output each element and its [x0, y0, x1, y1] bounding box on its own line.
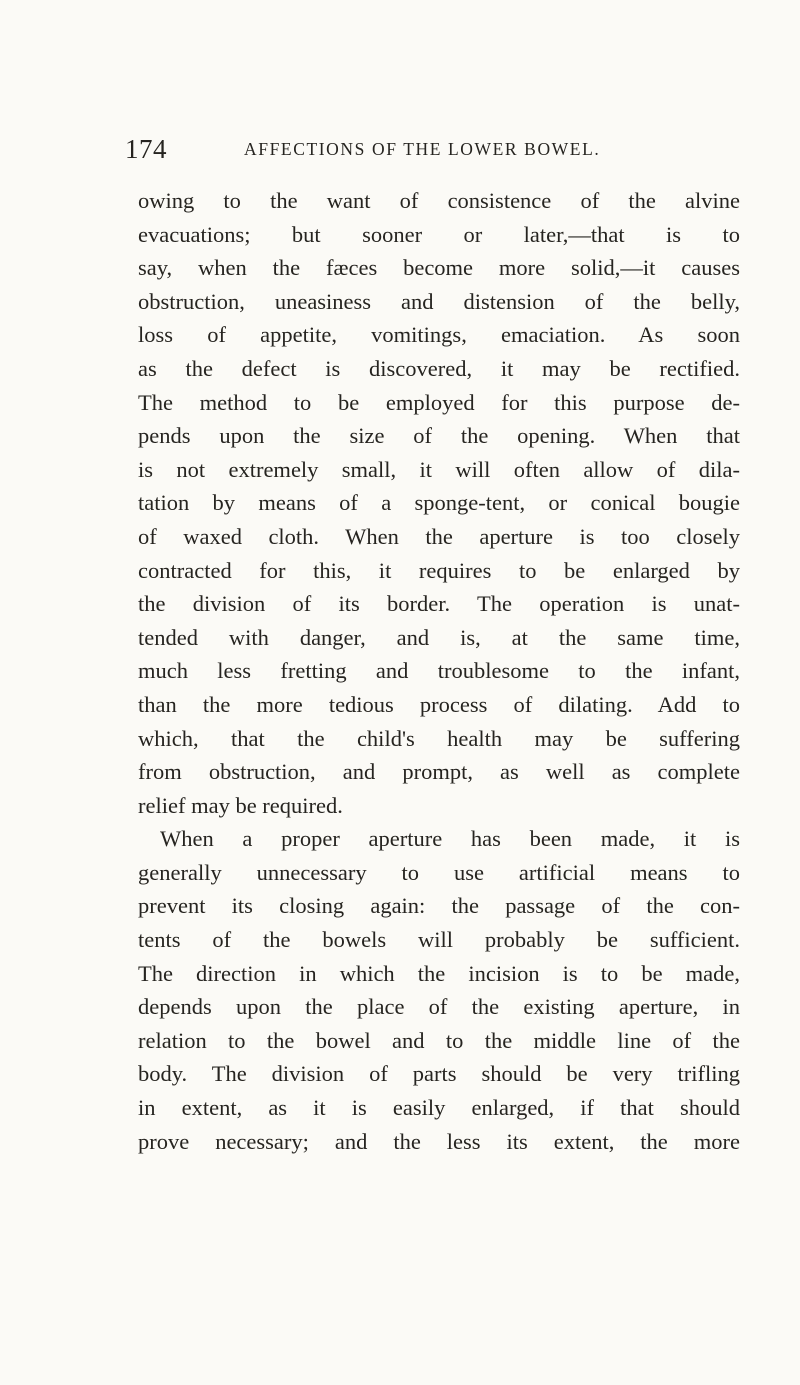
text-line: is not extremely small, it will often allow of dila-	[138, 456, 740, 482]
text-line: contracted for this, it requires to be enlarged by	[138, 557, 740, 583]
text-line: which, that the child's health may be suffering	[138, 725, 740, 751]
text-line: The method to be employed for this purpose de-	[138, 389, 740, 415]
text-line: relief may be required.	[138, 792, 343, 818]
text-line: owing to the want of consistence of the alvine	[138, 188, 740, 213]
text-line: depends upon the place of the existing aperture, in	[138, 994, 740, 1020]
text-line: as the defect is discovered, it may be rectified.	[138, 355, 740, 381]
text-line: obstruction, uneasiness and distension of the belly,	[138, 288, 740, 314]
text-line: evacuations; but sooner or later,—that is to	[138, 221, 740, 247]
text-line: the division of its border. The operation is unat-	[138, 591, 740, 617]
text-line: tation by means of a sponge-tent, or conical bougie	[138, 490, 740, 516]
text-line: loss of appetite, vomitings, emaciation. As soon	[138, 322, 740, 348]
text-line: relation to the bowel and to the middle line of the	[138, 1027, 740, 1053]
paragraph-start-line: When a proper aperture has been made, it is	[160, 826, 740, 852]
page-header	[125, 132, 645, 172]
running-head: AFFECTIONS OF THE LOWER BOWEL.	[244, 139, 601, 159]
text-line: say, when the fæces become more solid,—it causes	[138, 255, 740, 281]
text-line: than the more tedious process of dilating. Add to	[138, 691, 740, 717]
text-line: prevent its closing again: the passage of the con-	[138, 893, 740, 919]
page-number: 174	[125, 134, 167, 164]
text-line: prove necessary; and the less its extent, the more	[138, 1128, 740, 1154]
text-line: of waxed cloth. When the aperture is too closely	[138, 523, 740, 549]
text-line: generally unnecessary to use artificial means to	[138, 859, 740, 885]
text-line: from obstruction, and prompt, as well as complete	[138, 759, 740, 785]
text-line: body. The division of parts should be very trifling	[138, 1061, 740, 1087]
body-text	[138, 184, 740, 1158]
text-line: The direction in which the incision is to be made,	[138, 960, 740, 986]
text-line: in extent, as it is easily enlarged, if that should	[138, 1095, 740, 1121]
text-line: much less fretting and troublesome to the infant,	[138, 658, 740, 684]
text-line: tents of the bowels will probably be sufficient.	[138, 927, 740, 953]
text-line: tended with danger, and is, at the same time,	[138, 624, 740, 650]
text-line: pends upon the size of the opening. When that	[138, 423, 740, 449]
